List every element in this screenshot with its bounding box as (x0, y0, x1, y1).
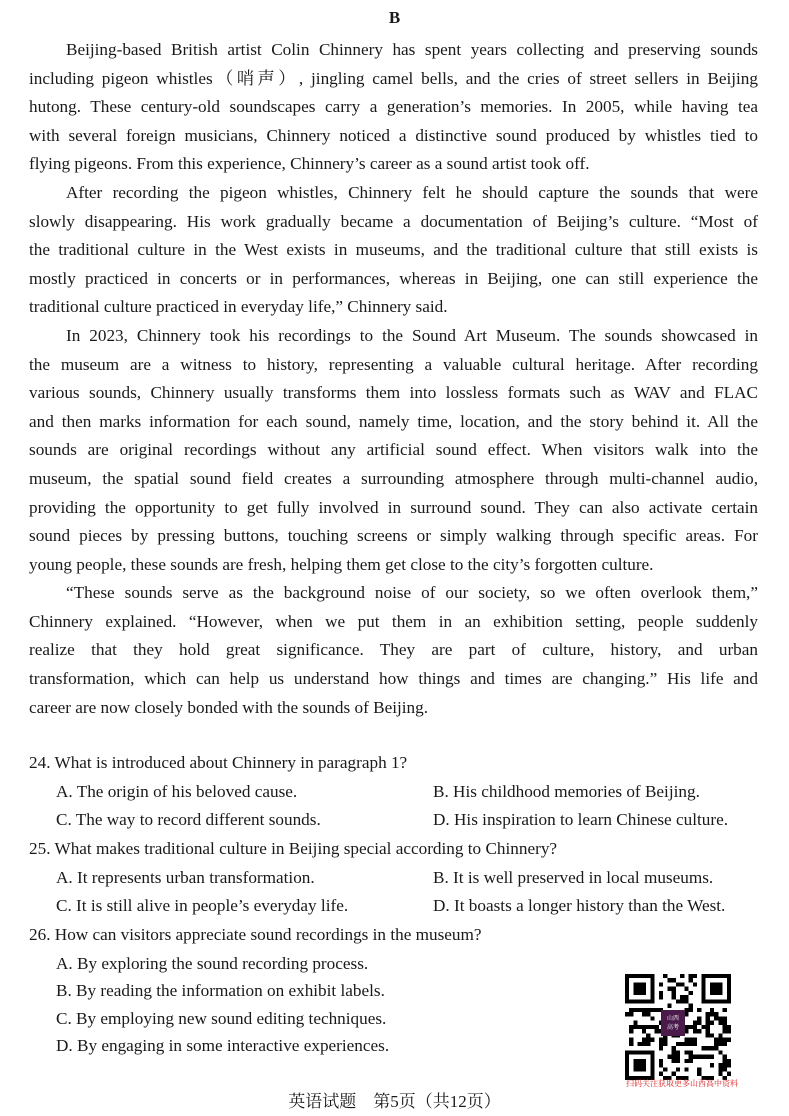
passage-line: and then marks information for each sound, namely time, location, and the story behind it. All the (29, 411, 758, 431)
passage-line: transformation, which can help us understand how things and times are changing.” His life and (29, 669, 758, 689)
passage-line: flying pigeons. From this experience, Chinnery’s career as a sound artist took off. (29, 154, 590, 174)
option-25a: A. It represents urban transformation. (56, 867, 315, 887)
option-26c: C. By employing new sound editing techniques. (56, 1008, 387, 1028)
passage-line: After recording the pigeon whistles, Chinnery felt he should capture the sounds that were (66, 182, 758, 202)
section-title: B (388, 8, 401, 27)
option-25d: D. It boasts a longer history than the West. (433, 896, 726, 916)
passage-line: with several foreign musicians, Chinnery noticed a distinctive sound produced by whistles tied to (29, 125, 758, 145)
option-24b: B. His childhood memories of Beijing. (433, 781, 700, 801)
page-footer: 英语试题 第5页（共12页） (288, 1092, 501, 1111)
qr-caption: 扫码关注获取更多山西高中资料 (626, 1079, 738, 1088)
option-25c: C. It is still alive in people’s everyday life. (56, 896, 349, 916)
option-25b: B. It is well preserved in local museums. (433, 867, 714, 887)
passage-line: Chinnery explained. “However, when we put them in an exhibition setting, people suddenly (29, 611, 758, 631)
option-24c: C. The way to record different sounds. (56, 810, 321, 830)
passage-line: museum, the spatial sound field creates a surrounding atmosphere through multi-channel audio, (29, 468, 758, 488)
qr-logo: 山西 高考 (661, 1010, 685, 1036)
passage-line: the traditional culture in the West exists in museums, and the traditional culture that still exists is (29, 240, 758, 260)
passage-line: career are now closely bonded with the sounds of Beijing. (29, 697, 429, 717)
option-24d: D. His inspiration to learn Chinese culture. (433, 810, 728, 830)
passage (29, 36, 758, 722)
option-24a: A. The origin of his beloved cause. (56, 781, 298, 801)
option-26b: B. By reading the information on exhibit labels. (56, 981, 385, 1001)
passage-line: Beijing-based British artist Colin Chinnery has spent years collecting and preserving sounds (66, 40, 758, 59)
option-26d: D. By engaging in some interactive experiences. (56, 1036, 390, 1056)
passage-line: young people, these sounds are fresh, helping them get close to the city’s forgotten culture. (29, 554, 654, 574)
passage-line: realize that they hold great significance. They are part of culture, history, and urban (29, 640, 758, 660)
passage-line: hutong. These century-old soundscapes carry a generation’s memories. In 2005, while having tea (29, 97, 758, 117)
passage-line: slowly disappearing. His work gradually became a documentation of Beijing’s culture. “Most of (29, 211, 758, 231)
question-25: 25. What makes traditional culture in Beijing special according to Chinnery? (29, 839, 558, 859)
passage-line: sounds are original recordings without any artificial sound effect. When visitors walk into the (29, 440, 758, 460)
passage-line: In 2023, Chinnery took his recordings to the Sound Art Museum. The sounds showcased in (66, 325, 758, 345)
passage-line: including pigeon whistles（哨声）, jingling camel bells, and the cries of street sellers in Beijing (29, 68, 758, 88)
option-26a: A. By exploring the sound recording process. (56, 953, 369, 973)
passage-line: traditional culture practiced in everyday life,” Chinnery said. (29, 297, 448, 317)
passage-line: various sounds, Chinnery usually transforms them into lossless formats such as WAV and FLAC (29, 383, 758, 403)
passage-line: “These sounds serve as the background noise of our society, so we often overlook them,” (66, 583, 758, 603)
passage-line: mostly practiced in concerts or in performances, whereas in Beijing, one can still experience the (29, 268, 758, 288)
passage-line: providing the opportunity to get fully involved in surround sound. They can also activate certain (29, 497, 758, 517)
question-24: 24. What is introduced about Chinnery in paragraph 1? (29, 753, 408, 772)
question-26: 26. How can visitors appreciate sound recordings in the museum? (29, 925, 482, 945)
passage-line: sound pieces by pressing buttons, touching screens or simply walking through specific areas. For (29, 526, 758, 546)
passage-line: the museum are a witness to history, representing a valuable cultural heritage. After recording (29, 354, 758, 374)
